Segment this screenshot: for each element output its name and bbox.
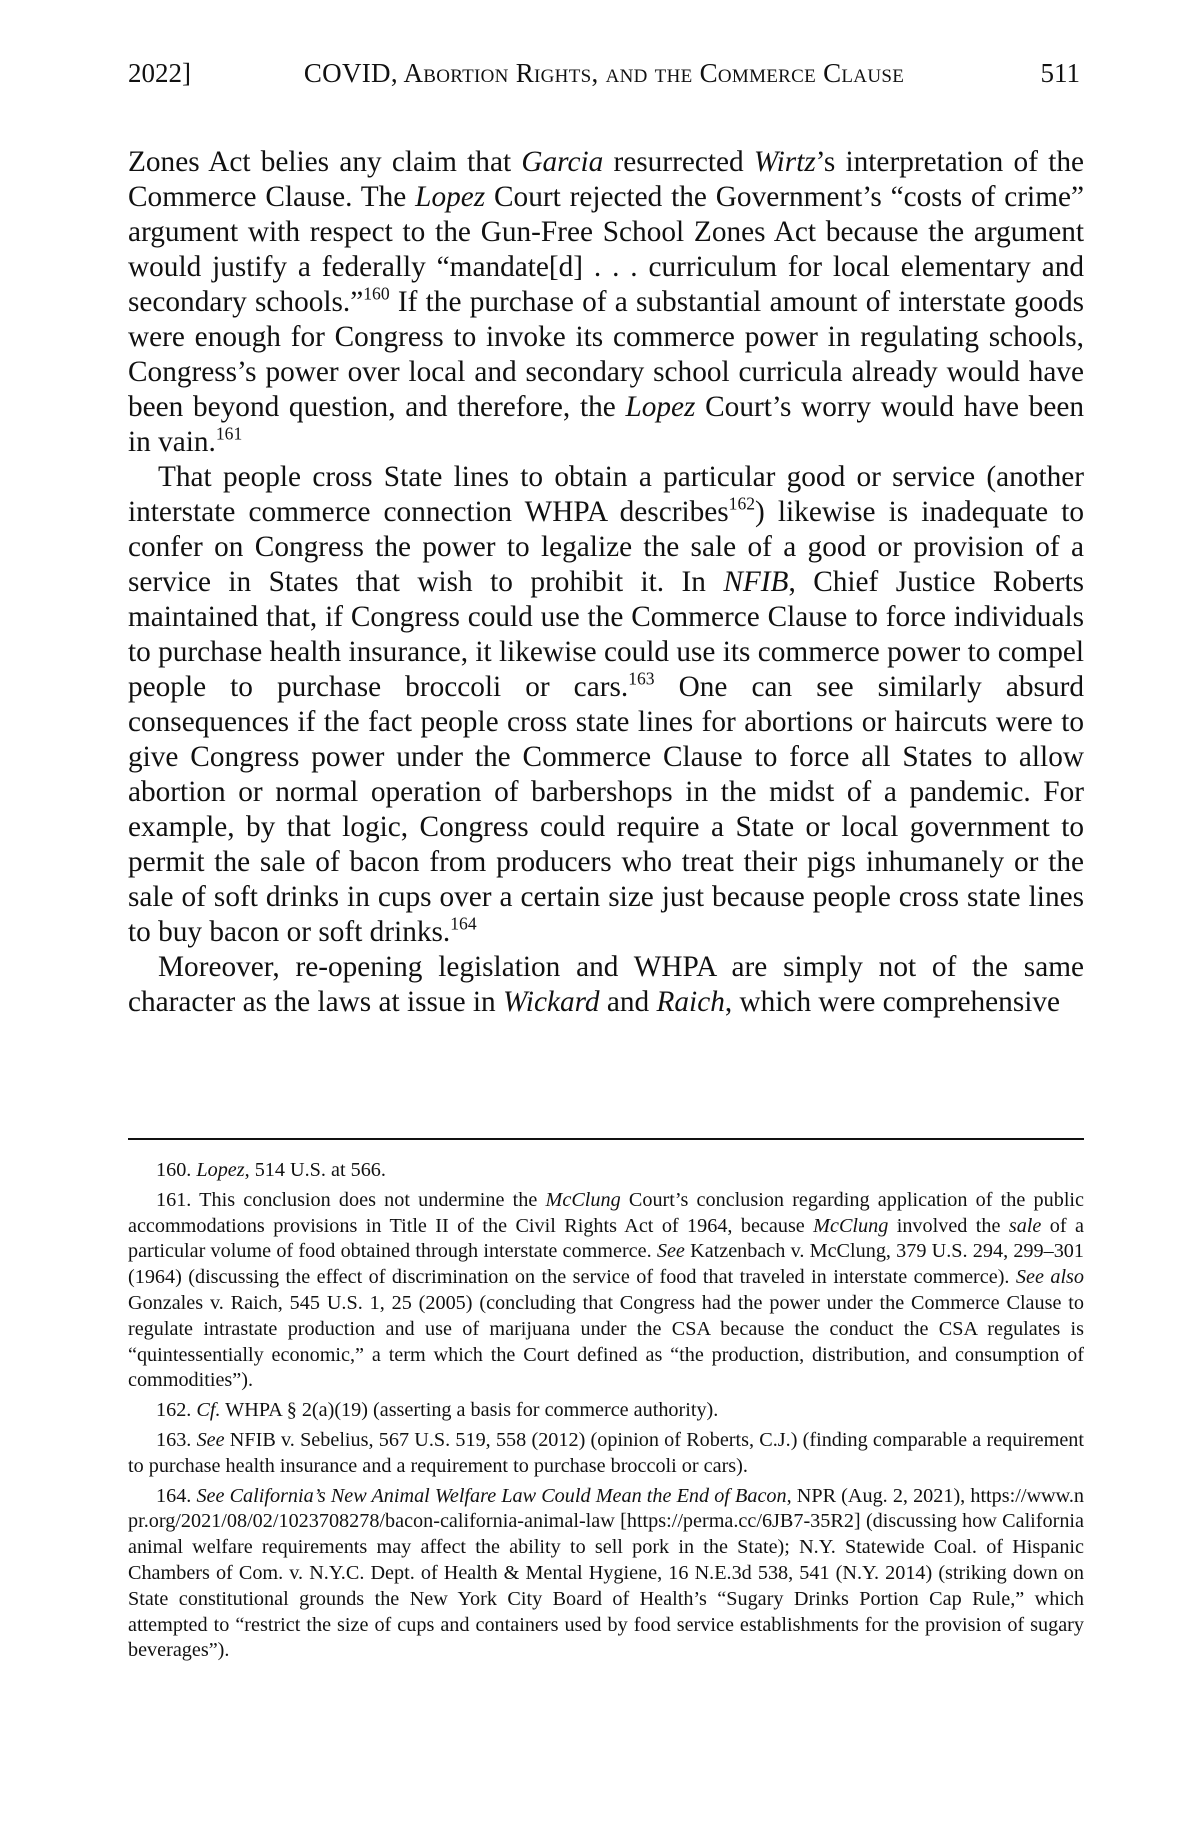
citation-italic: McClung	[813, 1214, 889, 1237]
case-name: Garcia	[521, 146, 604, 178]
text-run: Court’s worry would have been in vain.	[128, 391, 1084, 458]
text-run: Gonzales v. Raich, 545 U.S. 1, 25 (2005) (concluding that Congress had the power under the Commerce Clause to regulate intrastate production and use of marijuana under the CSA because the conduct the CSA regulates is “quintessentially economic,” a term which the Court defined as “the production, distribution, and consumption of commodities”).	[128, 1291, 1084, 1392]
text-run: One can see similarly absurd consequences if the fact people cross state lines for abortions or haircuts were to give Congress power under the Commerce Clause to force all States to allow abortion or normal operation of barbershops in the midst of a pandemic. For example, by that logic, Congress could require a State or local government to permit the sale of bacon from producers who treat their pigs inhumanely or the sale of soft drinks in cups over a certain size just because people cross state lines to buy bacon or soft drinks.	[128, 671, 1084, 948]
footnote-160	[128, 1158, 1084, 1184]
paragraph-3	[128, 950, 1084, 1020]
text-run: Katzenbach v. McClung, 379 U.S. 294, 299–301 (1964) (discussing the effect of discrimination on the service of food that traveled in interstate commerce).	[128, 1240, 1084, 1289]
footnote-163	[128, 1428, 1084, 1480]
footnote-162	[128, 1398, 1084, 1424]
case-name: Lopez	[415, 181, 486, 213]
footnote-161	[128, 1188, 1084, 1394]
paragraph-2	[128, 460, 1084, 950]
footnote-ref[interactable]: 160	[363, 283, 390, 304]
text-run: , NPR (Aug. 2, 2021),	[786, 1484, 971, 1507]
citation-signal: See	[196, 1428, 225, 1451]
case-name: Wirtz	[753, 146, 816, 178]
citation-italic: sale	[1008, 1214, 1042, 1237]
footnote-divider	[128, 1138, 1084, 1140]
case-name: Wickard	[503, 986, 600, 1018]
case-name: Raich	[656, 986, 725, 1018]
text-run: WHPA § 2(a)(19) (asserting a basis for commerce authority).	[220, 1399, 719, 1422]
page-number: 511	[1040, 58, 1080, 88]
footnote-number: 161.	[156, 1188, 192, 1211]
text-run: , Chief Justice Roberts maintained that, if Congress could use the Commerce Clause to force individuals to purchase health insurance, it likewise could use its commerce power to compel people to purchase broccoli or cars.	[128, 566, 1085, 703]
text-run: ) likewise is inadequate to confer on Congress the power to legalize the sale of a good or provision of a service in States that wish to prohibit it. In	[128, 496, 1084, 598]
footnote-number: 164.	[156, 1484, 192, 1507]
main-text	[128, 145, 1084, 1020]
footnote-ref[interactable]: 163	[628, 668, 655, 689]
footnote-ref[interactable]: 161	[215, 423, 243, 444]
footnote-number: 162.	[156, 1399, 192, 1422]
footnote-ref[interactable]: 162	[728, 493, 756, 514]
text-run: ’s interpretation of the Commerce Clause. The	[128, 146, 1084, 213]
citation-signal: See	[656, 1240, 685, 1263]
running-header	[128, 58, 1080, 98]
source-url[interactable]: https://www.npr.org/2021/08/02/1023708278/bacon-california-animal-law	[128, 1484, 1085, 1533]
footnote-number: 163.	[156, 1428, 192, 1451]
text-run: That people cross State lines to obtain a particular good or service (another interstate commerce connection WHPA describes	[128, 461, 1084, 528]
paragraph-1	[128, 145, 1084, 460]
text-run: and	[599, 986, 657, 1018]
case-name: Lopez	[625, 391, 696, 423]
text-run: of a particular volume of food obtained through interstate commerce.	[128, 1214, 1084, 1263]
text-run: , 514 U.S. at 566.	[244, 1159, 386, 1181]
citation-italic: See California’s New Animal Welfare Law Could Mean the End of Bacon	[196, 1484, 787, 1507]
text-run: Zones Act belies any claim that	[128, 146, 522, 178]
footnote-number: 160.	[156, 1159, 192, 1181]
text-run: resurrected	[603, 146, 754, 178]
text-run: If the purchase of a substantial amount of interstate goods were enough for Congress to invoke its commerce power in regulating schools, Congress’s power over local and secondary school curricula already would have been beyond question, and therefore, the	[128, 286, 1085, 423]
citation-italic: McClung	[545, 1188, 621, 1211]
running-title: COVID, Abortion Rights, and the Commerce Clause	[303, 58, 905, 88]
text-run: involved the	[888, 1214, 1009, 1237]
text-run: NFIB v. Sebelius, 567 U.S. 519, 558 (2012) (opinion of Roberts, C.J.) (finding comparable a requirement to purchase health insurance and a requirement to purchase broccoli or cars).	[128, 1428, 1085, 1477]
footnotes	[128, 1158, 1084, 1668]
case-name: NFIB	[723, 566, 789, 598]
text-run: [https://perma.cc/6JB7-35R2] (discussing how California animal welfare requirements may affect the ability to sell pork in the State); N.Y. Statewide Coal. of Hispanic Chambers of Com. v. N.Y.C. Dept. of Health & Mental Hygiene, 16 N.E.3d 538, 541 (N.Y. 2014) (striking down on State constitutional grounds the New York City Board of Health’s “Sugary Drinks Portion Cap Rule,” which attempted to “restrict the size of cups and containers used by food service establishments for the provision of sugary beverages”).	[128, 1510, 1084, 1662]
text-run: , which were comprehensive	[724, 986, 1061, 1018]
footnote-164	[128, 1484, 1084, 1665]
citation-signal: Cf.	[196, 1399, 221, 1422]
citation-signal: See also	[1015, 1266, 1085, 1289]
text-run: Moreover, re-opening legislation and WHPA are simply not of the same character as the laws at issue in	[128, 951, 1084, 1018]
text-run: This conclusion does not undermine the	[199, 1188, 546, 1211]
text-run: Court’s conclusion regarding application of the public accommodations provisions in Title II of the Civil Rights Act of 1964, because	[128, 1188, 1084, 1237]
citation-italic: Lopez	[196, 1159, 245, 1181]
volume-year: 2022]	[128, 58, 191, 88]
text-run: Court rejected the Government’s “costs of crime” argument with respect to the Gun-Free School Zones Act because the argument would justify a federally “mandate[d] . . . curriculum for local elementary and secondary schools.”	[128, 181, 1084, 318]
footnote-ref[interactable]: 164	[450, 913, 477, 934]
